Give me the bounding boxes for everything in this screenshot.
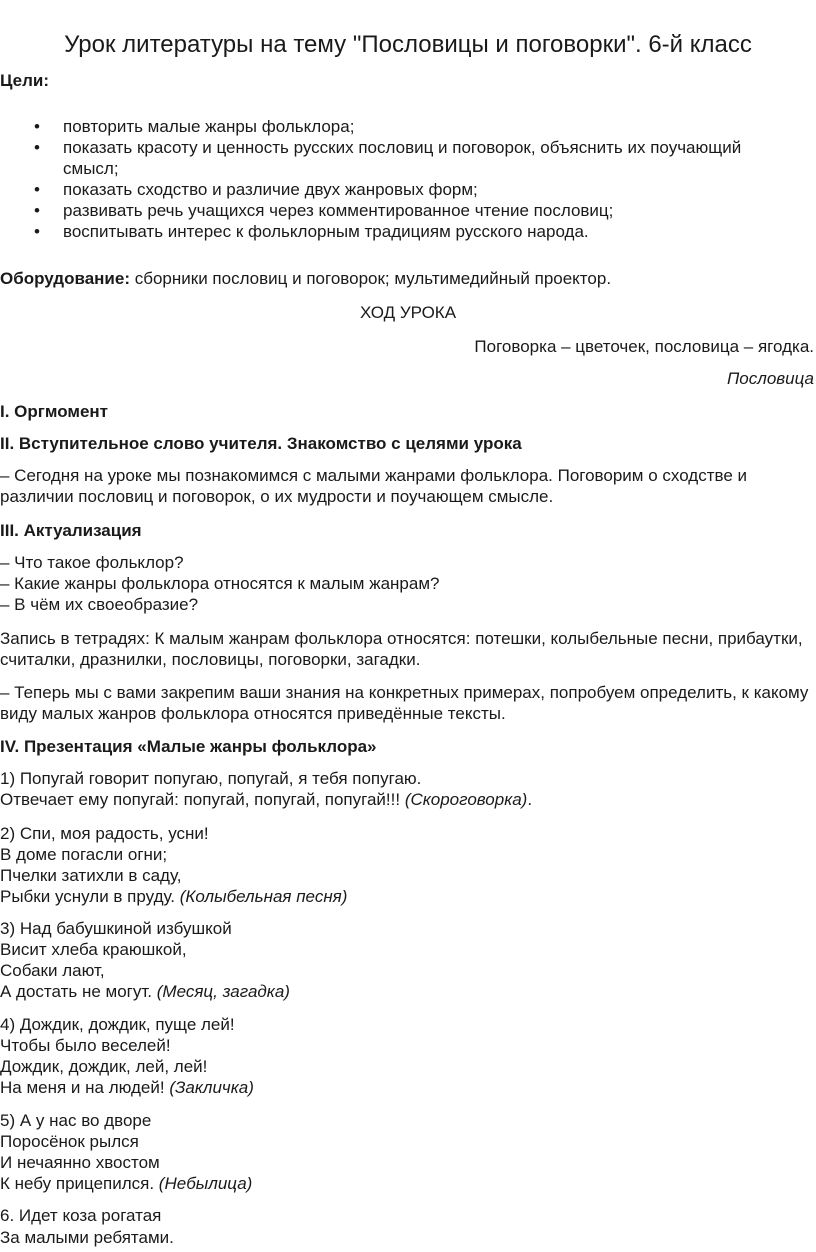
goal-item: • воспитывать интерес к фольклорным традициям русского народа. bbox=[34, 222, 589, 241]
genre-label: (Колыбельная песня) bbox=[179, 887, 348, 906]
goal-item: • повторить малые жанры фольклора; bbox=[34, 117, 355, 136]
example-item: 2) Спи, моя радость, усни! В доме погасли огни; Пчелки затихли в саду, Рыбки уснули в пруду. (Колыбельная песня) bbox=[0, 824, 348, 906]
lesson-heading: ХОД УРОКА bbox=[359, 303, 457, 322]
genre-label: (Закличка) bbox=[169, 1078, 254, 1097]
bullet-icon: • bbox=[34, 222, 40, 241]
goal-item: • показать красоту и ценность русских пословиц и поговорок, объяснить их поучающий смысл; bbox=[34, 138, 742, 178]
example-item: 1) Попугай говорит попугаю, попугай, я тебя попугаю. Отвечает ему попугай: попугай, попугай, попугай!!! (Скороговорка). bbox=[0, 769, 533, 809]
section-intro: II. Вступительное слово учителя. Знакомство с целями урока bbox=[0, 434, 522, 453]
example-item: 6. Идет коза рогатая За малыми ребятами. bbox=[0, 1206, 174, 1247]
section-presentation: IV. Презентация «Малые жанры фольклора» bbox=[0, 737, 377, 756]
question: – Что такое фольклор? bbox=[0, 553, 184, 572]
questions-block bbox=[0, 552, 812, 615]
section-orgmoment: I. Оргмомент bbox=[0, 402, 108, 421]
epigraph-source: Пословица bbox=[726, 369, 814, 388]
goal-item: • развивать речь учащихся через комментированное чтение пословиц; bbox=[34, 201, 614, 220]
section-actualization: III. Актуализация bbox=[0, 521, 142, 540]
bullet-icon: • bbox=[34, 138, 40, 157]
example-item: 3) Над бабушкиной избушкой Висит хлеба краюшкой, Собаки лают, А достать не могут. (Месяц, загадка) bbox=[0, 919, 290, 1001]
page-title: Урок литературы на тему "Пословицы и поговорки". 6-й класс bbox=[64, 31, 752, 58]
question: – Какие жанры фольклора относятся к малым жанрам? bbox=[0, 574, 440, 593]
bullet-icon: • bbox=[34, 201, 40, 220]
question: – В чём их своеобразие? bbox=[0, 595, 199, 614]
practice-paragraph: – Теперь мы с вами закрепим ваши знания на конкретных примерах, попробуем определить, к какому виду малых жанров фольклора относятся приведённые тексты. bbox=[0, 683, 809, 723]
goals-label: Цели: bbox=[0, 71, 49, 90]
notebook-note: Запись в тетрадях: К малым жанрам фольклора относятся: потешки, колыбельные песни, прибаутки, считалки, дразнилки, пословицы, поговорки, загадки. bbox=[0, 629, 803, 669]
genre-label: (Месяц, загадка) bbox=[156, 982, 290, 1001]
genre-label: (Небылица) bbox=[158, 1174, 253, 1193]
goal-item: • показать сходство и различие двух жанровых форм; bbox=[34, 180, 478, 199]
equipment-line bbox=[0, 268, 816, 289]
equipment-label: Оборудование: bbox=[0, 269, 130, 288]
bullet-icon: • bbox=[34, 117, 40, 136]
goals-list bbox=[0, 116, 800, 242]
equipment-text: сборники пословиц и поговорок; мультимедийный проектор. bbox=[130, 269, 612, 288]
genre-label: (Скороговорка) bbox=[404, 790, 528, 809]
example-item: 5) А у нас во дворе Поросёнок рылся И нечаянно хвостом К небу прицепился. (Небылица) bbox=[0, 1111, 253, 1193]
epigraph-text: Поговорка – цветочек, пословица – ягодка. bbox=[474, 337, 814, 356]
intro-paragraph: – Сегодня на уроке мы познакомимся с малыми жанрами фольклора. Поговорим о сходстве и различии пословиц и поговорок, о их мудрости и поучающем смысле. bbox=[0, 466, 747, 506]
example-item: 4) Дождик, дождик, пуще лей! Чтобы было веселей! Дождик, дождик, лей, лей! На меня и на людей! (Закличка) bbox=[0, 1015, 254, 1097]
bullet-icon: • bbox=[34, 180, 40, 199]
